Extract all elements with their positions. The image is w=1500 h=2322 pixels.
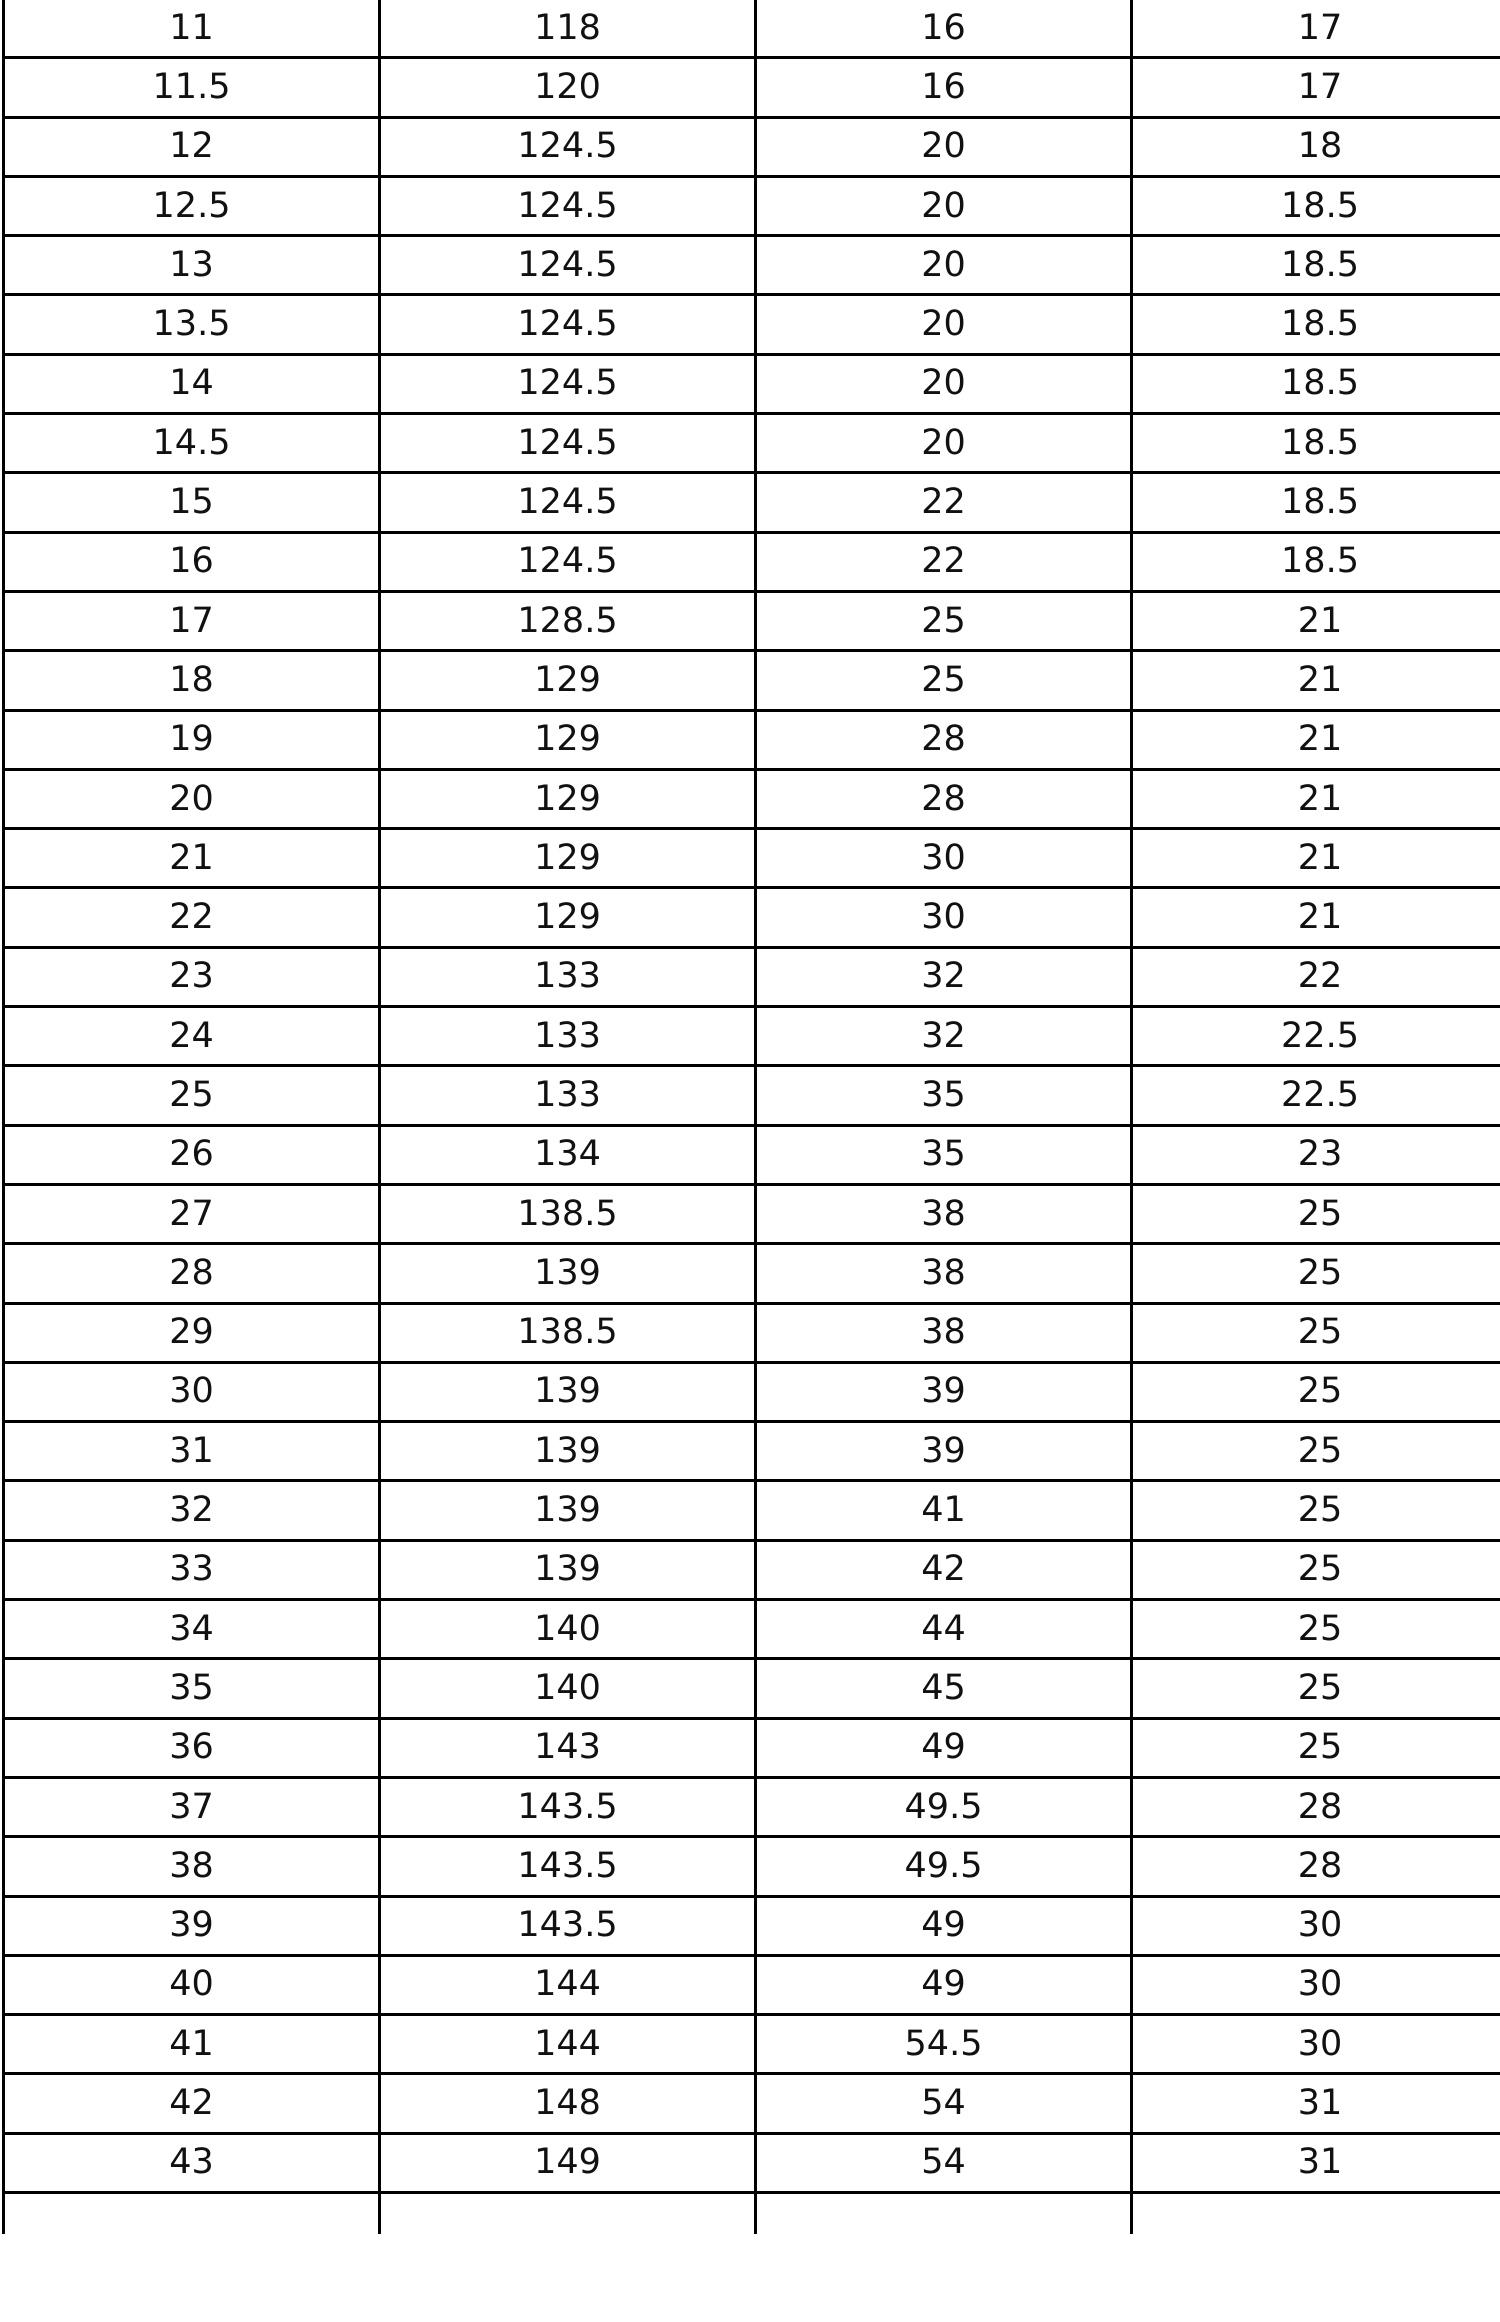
table-cell: 17 [4,591,380,650]
table-cell: 41 [756,1481,1132,1540]
table-cell: 19 [4,710,380,769]
table-cell: 11.5 [4,58,380,117]
table-cell: 134 [380,1125,756,1184]
table-cell: 54 [756,2074,1132,2133]
table-row [4,1955,1500,2014]
table-cell [4,2192,380,2234]
table-cell: 129 [380,710,756,769]
table-cell: 18.5 [1132,414,1500,473]
table-cell: 20 [756,176,1132,235]
table-cell: 38 [4,1837,380,1896]
table-row [4,1718,1500,1777]
table-row [4,829,1500,888]
table-row [4,295,1500,354]
table-cell: 21 [1132,591,1500,650]
table-cell: 27 [4,1184,380,1243]
table-cell: 30 [756,888,1132,947]
table-cell: 18.5 [1132,473,1500,532]
table-cell: 43 [4,2133,380,2192]
table-cell: 35 [4,1659,380,1718]
table-cell: 49 [756,1955,1132,2014]
table-row [4,1777,1500,1836]
table-row [4,1600,1500,1659]
table-row [4,58,1500,117]
table-cell: 118 [380,0,756,58]
table-row [4,176,1500,235]
table-cell: 21 [1132,888,1500,947]
table-cell: 15 [4,473,380,532]
table-cell: 34 [4,1600,380,1659]
table-cell: 22.5 [1132,1007,1500,1066]
table-row [4,1659,1500,1718]
table-row [4,1422,1500,1481]
table-cell: 25 [1132,1422,1500,1481]
table-cell: 39 [4,1896,380,1955]
table-cell: 18.5 [1132,532,1500,591]
table-cell: 13 [4,236,380,295]
table-cell: 30 [1132,2015,1500,2074]
table-row [4,2133,1500,2192]
data-table [2,0,1500,2234]
table-row [4,414,1500,473]
table-cell: 20 [756,414,1132,473]
table-cell: 124.5 [380,354,756,413]
table-cell: 149 [380,2133,756,2192]
table-row [4,1837,1500,1896]
table-cell: 30 [1132,1896,1500,1955]
table-row [4,0,1500,58]
table-cell: 25 [1132,1244,1500,1303]
table-cell: 37 [4,1777,380,1836]
table-cell: 54.5 [756,2015,1132,2074]
table-row [4,1007,1500,1066]
table-cell: 143.5 [380,1896,756,1955]
table-cell: 44 [756,1600,1132,1659]
table-cell: 18 [1132,117,1500,176]
table-cell: 22 [756,532,1132,591]
table-row [4,1540,1500,1599]
table-cell: 24 [4,1007,380,1066]
table-cell: 148 [380,2074,756,2133]
table-cell: 23 [4,947,380,1006]
table-cell: 124.5 [380,295,756,354]
table-cell: 140 [380,1659,756,1718]
table-cell: 143 [380,1718,756,1777]
table-cell: 21 [1132,651,1500,710]
table-cell: 32 [756,947,1132,1006]
table-row [4,2015,1500,2074]
table-cell: 21 [1132,829,1500,888]
table-cell: 18.5 [1132,236,1500,295]
table-row [4,1896,1500,1955]
table-cell: 129 [380,829,756,888]
table-cell: 32 [756,1007,1132,1066]
table-cell: 143.5 [380,1777,756,1836]
table-cell: 28 [1132,1777,1500,1836]
table-row [4,651,1500,710]
table-cell: 35 [756,1066,1132,1125]
table-cell: 133 [380,1007,756,1066]
table-cell: 21 [4,829,380,888]
table-cell: 14.5 [4,414,380,473]
table-row [4,1184,1500,1243]
table-cell: 144 [380,1955,756,2014]
table-cell: 22 [1132,947,1500,1006]
table-cell: 25 [1132,1540,1500,1599]
table-cell: 21 [1132,769,1500,828]
table-cell: 25 [1132,1481,1500,1540]
table-row [4,1125,1500,1184]
table-cell: 28 [756,769,1132,828]
table-cell: 133 [380,1066,756,1125]
table-cell: 42 [756,1540,1132,1599]
table-cell: 138.5 [380,1184,756,1243]
table-cell [756,2192,1132,2234]
table-row [4,1303,1500,1362]
table-cell: 14 [4,354,380,413]
table-cell: 139 [380,1481,756,1540]
table-row [4,1481,1500,1540]
table-row [4,532,1500,591]
table-cell: 11 [4,0,380,58]
table-row [4,473,1500,532]
table-cell: 124.5 [380,117,756,176]
table-cell: 22 [756,473,1132,532]
table-cell: 139 [380,1362,756,1421]
table-cell: 38 [756,1244,1132,1303]
table-cell: 128.5 [380,591,756,650]
table-cell: 139 [380,1244,756,1303]
table-cell: 20 [756,354,1132,413]
table-cell: 12 [4,117,380,176]
table-cell: 25 [1132,1303,1500,1362]
table-cell: 129 [380,769,756,828]
table-cell: 25 [1132,1659,1500,1718]
table-row-partial [4,2192,1500,2234]
table-cell: 17 [1132,0,1500,58]
table-cell: 49.5 [756,1837,1132,1896]
table-cell: 30 [4,1362,380,1421]
table-cell: 124.5 [380,236,756,295]
table-cell: 18.5 [1132,295,1500,354]
table-cell: 32 [4,1481,380,1540]
table-cell [1132,2192,1500,2234]
table-cell: 17 [1132,58,1500,117]
table-cell: 18 [4,651,380,710]
table-cell: 30 [1132,1955,1500,2014]
table-cell: 20 [756,236,1132,295]
table-cell: 38 [756,1303,1132,1362]
table-cell: 25 [756,591,1132,650]
table-cell: 143.5 [380,1837,756,1896]
table-cell: 21 [1132,710,1500,769]
table-cell: 144 [380,2015,756,2074]
table-cell: 30 [756,829,1132,888]
table-cell: 45 [756,1659,1132,1718]
table-cell: 133 [380,947,756,1006]
table-cell: 16 [756,0,1132,58]
table-cell: 16 [756,58,1132,117]
table-row [4,1362,1500,1421]
table-cell: 16 [4,532,380,591]
table-cell: 33 [4,1540,380,1599]
table-cell: 38 [756,1184,1132,1243]
table-row [4,947,1500,1006]
table-cell: 124.5 [380,532,756,591]
table-row [4,1066,1500,1125]
table-row [4,591,1500,650]
table-cell: 12.5 [4,176,380,235]
table-row [4,769,1500,828]
table-cell: 129 [380,651,756,710]
table-row [4,1244,1500,1303]
table-cell: 124.5 [380,414,756,473]
table-cell: 41 [4,2015,380,2074]
table-cell: 25 [4,1066,380,1125]
table-cell: 28 [1132,1837,1500,1896]
table-cell: 18.5 [1132,354,1500,413]
table-cell: 54 [756,2133,1132,2192]
table-cell: 20 [756,295,1132,354]
table-cell: 18.5 [1132,176,1500,235]
table-cell: 40 [4,1955,380,2014]
table-row [4,117,1500,176]
table-cell: 31 [4,1422,380,1481]
table-cell: 139 [380,1422,756,1481]
table-cell: 31 [1132,2133,1500,2192]
table-row [4,2074,1500,2133]
table-cell: 20 [756,117,1132,176]
table-cell: 49.5 [756,1777,1132,1836]
table-cell: 25 [1132,1718,1500,1777]
table-row [4,888,1500,947]
table-cell: 22.5 [1132,1066,1500,1125]
table-cell: 49 [756,1896,1132,1955]
table-cell: 25 [1132,1184,1500,1243]
table-row [4,236,1500,295]
table-cell: 39 [756,1422,1132,1481]
table-cell: 25 [1132,1362,1500,1421]
table-cell: 25 [1132,1600,1500,1659]
table-cell: 28 [756,710,1132,769]
table-cell: 35 [756,1125,1132,1184]
table-row [4,354,1500,413]
table-cell: 39 [756,1362,1132,1421]
table-cell: 140 [380,1600,756,1659]
table-cell: 26 [4,1125,380,1184]
table-cell: 139 [380,1540,756,1599]
table-cell: 42 [4,2074,380,2133]
table-cell: 124.5 [380,176,756,235]
table-cell: 138.5 [380,1303,756,1362]
table-cell: 29 [4,1303,380,1362]
table-cell: 31 [1132,2074,1500,2133]
table-cell: 23 [1132,1125,1500,1184]
table-row [4,710,1500,769]
table-cell: 13.5 [4,295,380,354]
table-cell: 49 [756,1718,1132,1777]
table-cell: 120 [380,58,756,117]
table-cell [380,2192,756,2234]
table-cell: 22 [4,888,380,947]
table-cell: 124.5 [380,473,756,532]
table-cell: 28 [4,1244,380,1303]
table-cell: 20 [4,769,380,828]
table-cell: 36 [4,1718,380,1777]
table-cell: 25 [756,651,1132,710]
table-cell: 129 [380,888,756,947]
table-body [4,0,1500,2234]
